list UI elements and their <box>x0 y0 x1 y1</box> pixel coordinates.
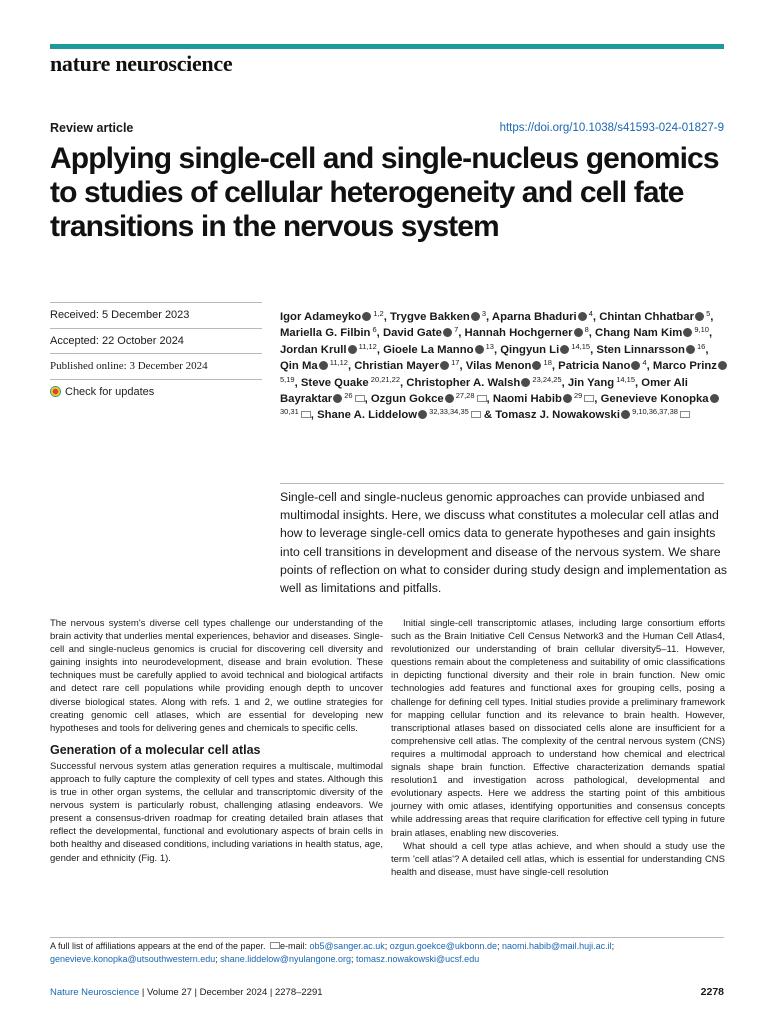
right-paragraph-2: What should a cell type atlas achieve, and when should a study use the term 'cell atlas'? A detailed cell atlas, which is essential for understanding CNS health and disease, must have single-cell resolution <box>391 840 725 878</box>
author-separator: , <box>594 393 598 406</box>
author-affiliation-numbers: 8 <box>582 325 589 335</box>
author-name: Sten Linnarsson <box>596 343 685 356</box>
author-affiliation-numbers: 16 <box>694 341 706 351</box>
author-name: Naomi Habib <box>492 393 562 406</box>
author-name: Jordan Krull <box>280 343 347 356</box>
author-separator: , <box>310 409 314 422</box>
author-separator: & <box>480 409 493 422</box>
author <box>300 374 404 389</box>
author-separator: , <box>705 343 709 356</box>
footer-details: | Volume 27 | December 2024 | 2278–2291 <box>139 987 323 998</box>
author-separator: , <box>486 393 490 406</box>
author <box>280 341 380 356</box>
email-label: e-mail: <box>280 941 308 951</box>
section-paragraph: Successful nervous system atlas generation requires a multiscale, multimodal approach to fully capture the complexity of cell types and states. Although this is true in other organ systems, the cellular and transcriptomic diversity of the nervous system is particularly robust, challenging atlasing endeavors. We present a consensus-driven roadmap for creating detailed brain atlases that reflect the developmental, functional and evolutionary aspects of brain cells in both healthy and diseased conditions, including variations in health status, age, gender and ethnicity (Fig. 1). <box>50 760 383 864</box>
author-affiliation-numbers: 26 <box>342 391 353 401</box>
affiliations-note <box>50 940 730 966</box>
email-icon <box>270 942 280 949</box>
crossmark-icon <box>50 386 61 397</box>
author-list <box>280 309 730 424</box>
author-affiliation-numbers: 11,12 <box>327 358 348 368</box>
footnote-rule <box>50 937 724 938</box>
author <box>558 360 650 372</box>
author-name: Aparna Bhaduri <box>491 311 577 323</box>
footer-journal: Nature Neuroscience <box>50 987 140 998</box>
section-heading: Generation of a molecular cell atlas <box>50 742 261 757</box>
author-separator: , <box>493 343 498 356</box>
author <box>599 311 713 323</box>
author-affiliation-numbers: 1,2 <box>371 309 384 318</box>
author <box>406 374 565 389</box>
author-separator: , <box>294 376 298 389</box>
author-separator: , <box>551 360 556 373</box>
author <box>495 409 690 421</box>
author-name: Trygve Bakken <box>390 311 470 323</box>
author <box>371 393 490 405</box>
author <box>465 327 592 339</box>
author-separator: , <box>458 327 462 340</box>
check-for-updates-button[interactable] <box>50 380 262 404</box>
author-affiliation-numbers: 13 <box>483 341 494 351</box>
orcid-icon[interactable] <box>574 328 583 337</box>
doi-link[interactable]: https://doi.org/10.1038/s41593-024-01827-9 <box>499 122 724 134</box>
author-affiliation-numbers: 32,33,34,35 <box>427 407 469 417</box>
author-name: Omer Ali Bayraktar <box>280 376 688 406</box>
published-date: Published online: 3 December 2024 <box>50 354 262 380</box>
author <box>354 360 462 372</box>
author-separator: , <box>486 311 490 323</box>
author <box>383 327 461 339</box>
author-separator: , <box>376 343 380 356</box>
author <box>280 360 351 372</box>
author-separator: , <box>592 311 597 323</box>
author-affiliation-numbers: 9,10,36,37,38 <box>629 407 678 417</box>
author <box>493 393 598 405</box>
orcid-icon[interactable] <box>578 312 587 321</box>
author-name: Qingyun Li <box>500 343 560 356</box>
author-separator: , <box>459 360 463 373</box>
email-link[interactable]: naomi.habib@mail.huji.ac.il <box>501 941 612 951</box>
author-name: Vilas Menon <box>465 360 532 373</box>
author-name: Tomasz J. Nowakowski <box>495 409 620 422</box>
author-separator: , <box>376 327 380 340</box>
author-affiliation-numbers: 27,28 <box>453 391 475 401</box>
orcid-icon[interactable] <box>710 394 719 403</box>
accepted-date: Accepted: 22 October 2024 <box>50 329 262 355</box>
author-affiliation-numbers: 11,12 <box>356 341 377 351</box>
author-separator: , <box>646 360 650 373</box>
orcid-icon[interactable] <box>348 345 357 354</box>
email-link[interactable]: ob5@sanger.ac.uk <box>309 941 385 951</box>
author <box>500 341 594 356</box>
author-name: Genevieve Konopka <box>600 393 709 406</box>
author-separator: , <box>347 360 352 373</box>
author <box>390 311 489 323</box>
author-name: Shane A. Liddelow <box>317 409 418 422</box>
author <box>317 409 492 421</box>
author-affiliation-numbers: 29 <box>571 391 583 401</box>
author-name: Chintan Chhatbar <box>599 311 694 323</box>
article-dates <box>50 302 262 404</box>
orcid-icon[interactable] <box>521 378 530 387</box>
author-name: Steve Quake <box>300 376 369 389</box>
right-paragraph-1: Initial single-cell transcriptomic atlases, including large consortium efforts such as the Brain Initiative Cell Census Network3 and the Human Cell Atlas4, revolutionized our understanding of brain cellular diversity5–11. However, questions remain about the completeness and suitability of omic classifications in depicting functional diversity and their role in brain function. New omic technologies add features and functional axes for grouping cells, posing a challenge for defining cell types. Initial studies provide a preliminary framework for mapping cellular function and its relevance to brain health. However, transcriptional atlases based on dissociated cells alone are insufficient for a comprehensive cell atlas. The complexity of the central nervous system (CNS) requires a multimodal approach to understand how chemical and electrical signals shape brain function. Effective characterization demands spatial resolution1 and investigation across pathological, developmental and evolutionary aspects. Here we address the starting point of this ambitious journey with omic atlases, identifying opportunities and consensus concepts while addressing areas that require clarification for effective cell typing in future brain atlases, enabling new discoveries. <box>391 618 725 839</box>
author-affiliation-numbers: 4 <box>640 358 647 368</box>
article-type: Review article <box>50 121 134 135</box>
email-icon[interactable] <box>680 411 690 418</box>
author-affiliation-numbers: 30,31 <box>280 407 299 417</box>
orcid-icon[interactable] <box>418 410 427 419</box>
author-name: David Gate <box>382 327 442 340</box>
author <box>383 341 498 356</box>
affiliations-prefix: A full list of affiliations appears at the end of the paper. <box>50 941 266 951</box>
author <box>280 311 387 323</box>
author-name: Gioele La Manno <box>383 343 474 356</box>
author <box>492 311 596 323</box>
email-link[interactable]: tomasz.nowakowski@ucsf.edu <box>356 954 480 964</box>
author-separator: , <box>588 327 592 340</box>
author-separator: , <box>708 327 713 340</box>
author-name: Qin Ma <box>280 360 318 373</box>
orcid-icon[interactable] <box>560 345 569 354</box>
author-name: Christian Mayer <box>354 360 440 373</box>
author-affiliation-numbers: 6 <box>370 325 377 335</box>
author <box>596 341 709 356</box>
email-list: ob5@sanger.ac.uk; ozgun.goekce@ukbonn.de; naomi.habib@mail.huji.ac.il; genevieve.konopka@utsouthwestern.edu; shane.liddelow@nyulangone.org; tomasz.nowakowski@ucsf.edu <box>50 941 615 964</box>
author-affiliation-numbers: 7 <box>451 325 459 335</box>
orcid-icon[interactable] <box>445 394 454 403</box>
orcid-icon[interactable] <box>319 361 328 370</box>
email-icon[interactable] <box>477 395 487 402</box>
author-affiliation-numbers: 23,24,25 <box>530 374 562 384</box>
page-number: 2278 <box>700 986 724 998</box>
email-icon[interactable] <box>471 411 481 418</box>
author-name: Hannah Hochgerner <box>464 327 573 340</box>
journal-color-bar <box>50 44 724 49</box>
orcid-icon[interactable] <box>443 328 452 337</box>
email-link[interactable]: shane.liddelow@nyulangone.org <box>220 954 351 964</box>
orcid-icon[interactable] <box>695 312 704 321</box>
orcid-icon[interactable] <box>440 361 449 370</box>
author-separator: , <box>364 393 368 406</box>
email-icon[interactable] <box>355 395 365 402</box>
abstract: Single-cell and single-nucleus genomic approaches can provide unbiased and multimodal insights. Here, we discuss what constitutes a molecular cell atlas and how to leverage single-cell omics data to generate hypotheses and gain insights into cell transitions in development and disease of the nervous system. We share points of reflection on what to consider during study design and implementation as well as limitations and pitfalls. <box>280 490 728 596</box>
author-name: Igor Adameyko <box>280 311 362 323</box>
author-affiliation-numbers: 5 <box>703 309 711 318</box>
author-name: Ozgun Gokce <box>370 393 444 406</box>
orcid-icon[interactable] <box>683 328 692 337</box>
author-affiliation-numbers: 17 <box>449 358 460 368</box>
orcid-icon[interactable] <box>471 312 480 321</box>
orcid-icon[interactable] <box>686 345 695 354</box>
email-icon[interactable] <box>301 411 311 418</box>
author-affiliation-numbers: 20,21,22 <box>368 374 400 384</box>
email-icon[interactable] <box>584 395 594 402</box>
orcid-icon[interactable] <box>563 394 572 403</box>
author-name: Marco Prinz <box>652 360 717 373</box>
author-separator: , <box>400 376 404 389</box>
author-separator: , <box>710 311 714 323</box>
author-affiliation-numbers: 18 <box>541 358 552 368</box>
email-link[interactable]: genevieve.konopka@utsouthwestern.edu <box>50 954 216 964</box>
page-footer <box>50 987 323 998</box>
journal-name: nature neuroscience <box>50 51 233 76</box>
author-separator: , <box>561 376 565 389</box>
author-name: Jin Yang <box>567 376 615 389</box>
author-affiliation-numbers: 9,10 <box>692 325 709 335</box>
author <box>280 327 380 339</box>
author-affiliation-numbers: 14,15 <box>614 374 635 384</box>
orcid-icon[interactable] <box>718 361 727 370</box>
intro-paragraph: The nervous system's diverse cell types challenge our understanding of the brain activity that underlies mental experiences, behavior and diseases. Single-cell and single-nucleus genomics is crucial for discovering cell diversity and gaining insights into neurodevelopment, disease and brain evolution. These techniques must be carefully applied to avoid technical and biological artifacts and detect rare cell populations while providing enough depth to uncover diverse biological states. Along with refs. 1 and 2, we outline strategies for creating genomic cell atlases, which are essential for developing new hypotheses and tools for delivering genes and chemicals to specific cells. <box>50 618 383 734</box>
author-affiliation-numbers: 3 <box>479 309 487 318</box>
author-name: Patricia Nano <box>558 360 631 373</box>
author-affiliation-numbers: 4 <box>586 309 593 318</box>
author-affiliation-numbers: 5,19 <box>280 374 295 384</box>
body-column-left <box>50 617 383 865</box>
article-title: Applying single-cell and single-nucleus genomics to studies of cellular heterogeneity and cell fate transitions in the nervous system <box>50 142 719 243</box>
author-name: Christopher A. Walsh <box>406 376 521 389</box>
author <box>567 374 639 389</box>
orcid-icon[interactable] <box>362 312 371 321</box>
author-affiliation-numbers: 14,15 <box>569 341 591 351</box>
author <box>595 327 712 339</box>
received-date: Received: 5 December 2023 <box>50 303 262 329</box>
abstract-rule <box>280 483 724 484</box>
email-link[interactable]: ozgun.goekce@ukbonn.de <box>389 941 497 951</box>
orcid-icon[interactable] <box>475 345 484 354</box>
author-separator: , <box>635 376 639 389</box>
check-for-updates-label: Check for updates <box>65 385 155 398</box>
author-name: Mariella G. Filbin <box>280 327 371 340</box>
author-name: Chang Nam Kim <box>595 327 683 340</box>
author-separator: , <box>383 311 387 323</box>
orcid-icon[interactable] <box>333 394 342 403</box>
author-separator: , <box>590 343 594 356</box>
author <box>466 360 555 372</box>
orcid-icon[interactable] <box>621 410 630 419</box>
body-column-right <box>391 617 725 879</box>
